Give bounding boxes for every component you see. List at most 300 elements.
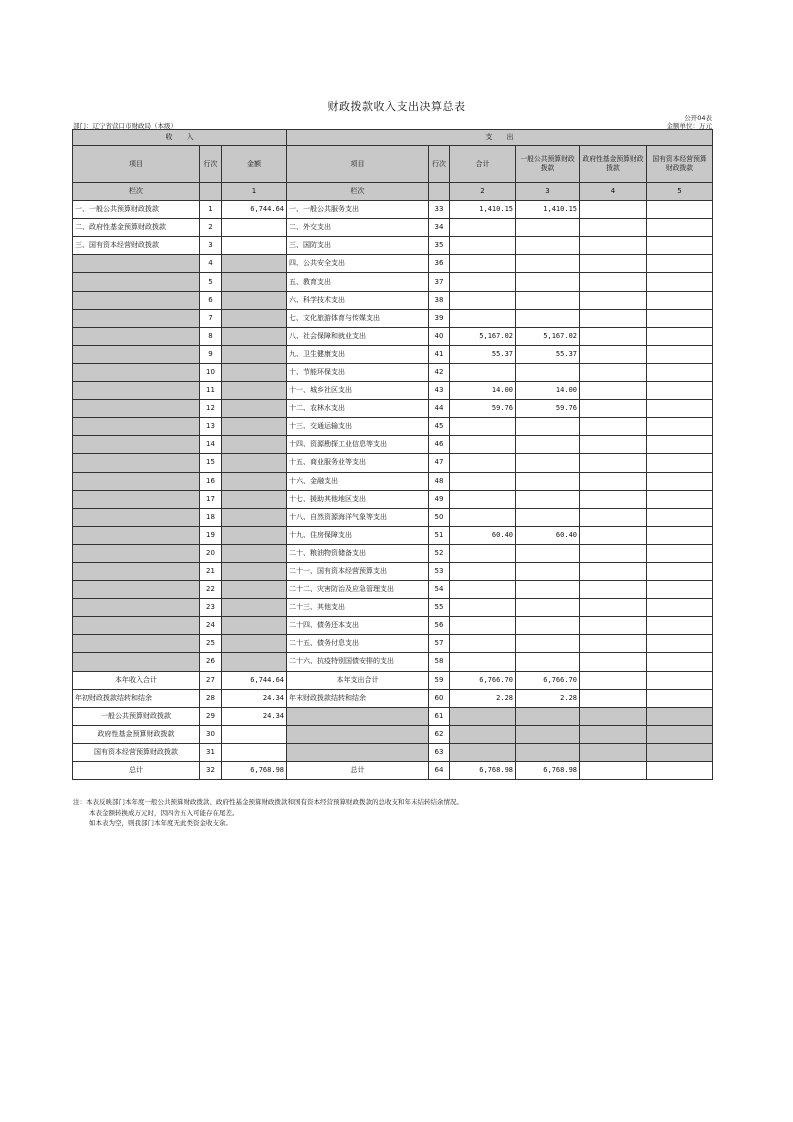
expense-total: 59.76 xyxy=(450,400,516,418)
exp-total: 6,766.70 xyxy=(450,671,516,689)
income-row-no: 25 xyxy=(200,635,222,653)
income-item xyxy=(73,327,200,345)
sub3-no: 31 xyxy=(200,743,222,761)
expense-fund xyxy=(580,327,647,345)
expense-state xyxy=(647,418,713,436)
table-row xyxy=(73,237,713,255)
income-amount xyxy=(222,581,287,599)
expense-fund xyxy=(580,581,647,599)
expense-state xyxy=(647,490,713,508)
expense-item: 二十四、债务还本支出 xyxy=(287,617,429,635)
expense-general xyxy=(516,581,580,599)
table-row xyxy=(73,508,713,526)
footnotes xyxy=(73,797,463,829)
income-amount xyxy=(222,436,287,454)
expense-item: 四、公共安全支出 xyxy=(287,255,429,273)
expense-state xyxy=(647,581,713,599)
expense-item: 二十二、灾害防治及应急管理支出 xyxy=(287,581,429,599)
income-row-no: 11 xyxy=(200,382,222,400)
table-row xyxy=(73,291,713,309)
expense-general xyxy=(516,273,580,291)
income-amount xyxy=(222,400,287,418)
table-row xyxy=(73,526,713,544)
income-amount xyxy=(222,255,287,273)
expense-state xyxy=(647,635,713,653)
expense-fund xyxy=(580,562,647,580)
expense-total xyxy=(450,581,516,599)
carry-in-label: 年初财政拨款结转和结余 xyxy=(73,689,200,707)
table-row xyxy=(73,617,713,635)
sub1-exp-no: 61 xyxy=(429,707,450,725)
header-fund: 政府性基金预算财政拨款 xyxy=(580,146,647,183)
expense-fund xyxy=(580,363,647,381)
header-state: 国有资本经营预算财政拨款 xyxy=(647,146,713,183)
sub1-no: 29 xyxy=(200,707,222,725)
expense-general xyxy=(516,436,580,454)
expense-fund xyxy=(580,273,647,291)
column-header-row xyxy=(73,146,713,183)
expense-row-no: 52 xyxy=(429,544,450,562)
sub2-blank-d xyxy=(647,725,713,743)
expense-fund xyxy=(580,201,647,219)
expense-state xyxy=(647,526,713,544)
sub2-blank-b xyxy=(516,725,580,743)
table-row xyxy=(73,436,713,454)
table-row xyxy=(73,327,713,345)
table-row xyxy=(73,382,713,400)
expense-general: 1,410.15 xyxy=(516,201,580,219)
index-blank xyxy=(200,183,222,201)
expense-state xyxy=(647,345,713,363)
income-amount xyxy=(222,526,287,544)
table-row xyxy=(73,562,713,580)
table-row xyxy=(73,544,713,562)
income-row-no: 10 xyxy=(200,363,222,381)
table-row xyxy=(73,490,713,508)
expense-item: 二十六、抗疫特别国债安排的支出 xyxy=(287,653,429,671)
expense-state xyxy=(647,291,713,309)
income-amount xyxy=(222,472,287,490)
income-item: 一、一般公共预算财政拨款 xyxy=(73,201,200,219)
grand-label: 总计 xyxy=(73,762,200,780)
income-section-header: 收 入 xyxy=(73,130,287,146)
expense-fund xyxy=(580,526,647,544)
income-amount xyxy=(222,327,287,345)
table-row xyxy=(73,363,713,381)
grand-amt: 6,768.98 xyxy=(222,762,287,780)
sub2-exp-no: 62 xyxy=(429,725,450,743)
income-row-no: 21 xyxy=(200,562,222,580)
expense-row-no: 39 xyxy=(429,309,450,327)
table-row xyxy=(73,309,713,327)
expense-total xyxy=(450,544,516,562)
expense-state xyxy=(647,237,713,255)
expense-fund xyxy=(580,345,647,363)
sub2-blank-c xyxy=(580,725,647,743)
expense-total xyxy=(450,237,516,255)
expense-general xyxy=(516,653,580,671)
summary-row xyxy=(73,689,713,707)
header-row-no: 行次 xyxy=(200,146,222,183)
income-row-no: 5 xyxy=(200,273,222,291)
income-item xyxy=(73,653,200,671)
income-row-no: 23 xyxy=(200,599,222,617)
income-amount xyxy=(222,273,287,291)
sub1-blank-a xyxy=(450,707,516,725)
table-row xyxy=(73,454,713,472)
income-amount xyxy=(222,345,287,363)
header-total: 合计 xyxy=(450,146,516,183)
income-item xyxy=(73,418,200,436)
expense-item: 六、科学技术支出 xyxy=(287,291,429,309)
income-item xyxy=(73,526,200,544)
expense-fund xyxy=(580,436,647,454)
expense-total xyxy=(450,219,516,237)
sub2-amt xyxy=(222,725,287,743)
income-row-no: 4 xyxy=(200,255,222,273)
carry-out-label: 年末财政拨款结转和结余 xyxy=(287,689,429,707)
expense-fund xyxy=(580,237,647,255)
summary-row xyxy=(73,762,713,780)
expense-item: 二十三、其他支出 xyxy=(287,599,429,617)
income-item xyxy=(73,508,200,526)
income-row-no: 16 xyxy=(200,472,222,490)
table-row xyxy=(73,345,713,363)
grand-fund xyxy=(580,762,647,780)
income-item xyxy=(73,472,200,490)
carry-out-fund xyxy=(580,689,647,707)
expense-item: 八、社会保障和就业支出 xyxy=(287,327,429,345)
expense-row-no: 42 xyxy=(429,363,450,381)
income-row-no: 26 xyxy=(200,653,222,671)
expense-state xyxy=(647,653,713,671)
table-row xyxy=(73,472,713,490)
income-item xyxy=(73,400,200,418)
expense-row-no: 45 xyxy=(429,418,450,436)
expense-item: 二、外交支出 xyxy=(287,219,429,237)
sub1-exp-blank xyxy=(287,707,429,725)
income-amount xyxy=(222,653,287,671)
expense-item: 七、文化旅游体育与传媒支出 xyxy=(287,309,429,327)
expense-state xyxy=(647,544,713,562)
header-exp-row-no: 行次 xyxy=(429,146,450,183)
expense-state xyxy=(647,219,713,237)
expense-general xyxy=(516,599,580,617)
expense-item: 三、国防支出 xyxy=(287,237,429,255)
expense-fund xyxy=(580,617,647,635)
sub2-blank-a xyxy=(450,725,516,743)
expense-state xyxy=(647,599,713,617)
income-amount xyxy=(222,544,287,562)
expense-fund xyxy=(580,418,647,436)
income-item xyxy=(73,436,200,454)
table-row xyxy=(73,418,713,436)
expense-fund xyxy=(580,653,647,671)
income-row-no: 2 xyxy=(200,219,222,237)
index-total: 2 xyxy=(450,183,516,201)
amount-unit-label: 金额单位：万元 xyxy=(666,122,712,130)
expense-item: 十、节能环保支出 xyxy=(287,363,429,381)
expense-row-no: 49 xyxy=(429,490,450,508)
exp-total-fund xyxy=(580,671,647,689)
expense-total: 1,410.15 xyxy=(450,201,516,219)
expense-general xyxy=(516,363,580,381)
income-row-no: 12 xyxy=(200,400,222,418)
income-row-no: 22 xyxy=(200,581,222,599)
expense-row-no: 57 xyxy=(429,635,450,653)
income-amount xyxy=(222,237,287,255)
expense-row-no: 55 xyxy=(429,599,450,617)
expense-state xyxy=(647,327,713,345)
expense-fund xyxy=(580,635,647,653)
income-item xyxy=(73,273,200,291)
sub3-blank-a xyxy=(450,743,516,761)
budget-table xyxy=(72,129,713,780)
income-amount xyxy=(222,617,287,635)
summary-row xyxy=(73,671,713,689)
expense-row-no: 41 xyxy=(429,345,450,363)
expense-fund xyxy=(580,309,647,327)
table-row xyxy=(73,653,713,671)
expense-total: 5,167.02 xyxy=(450,327,516,345)
expense-row-no: 56 xyxy=(429,617,450,635)
expense-state xyxy=(647,201,713,219)
budget-table-body xyxy=(73,130,713,780)
expense-row-no: 48 xyxy=(429,472,450,490)
expense-state xyxy=(647,436,713,454)
expense-total xyxy=(450,363,516,381)
expense-total xyxy=(450,472,516,490)
income-row-no: 1 xyxy=(200,201,222,219)
expense-item: 二十五、债务付息支出 xyxy=(287,635,429,653)
expense-fund xyxy=(580,454,647,472)
income-amount xyxy=(222,635,287,653)
footnote-1: 注：本表反映部门本年度一般公共预算财政拨款、政府性基金预算财政拨款和国有资本经营预算财政拨款的总收支和年末结转结余情况。 xyxy=(73,798,463,806)
expense-state xyxy=(647,382,713,400)
expense-item: 九、卫生健康支出 xyxy=(287,345,429,363)
expense-total: 14.00 xyxy=(450,382,516,400)
income-row-no: 8 xyxy=(200,327,222,345)
income-amount xyxy=(222,219,287,237)
form-number: 公开04表 xyxy=(684,114,712,122)
table-row xyxy=(73,255,713,273)
income-item xyxy=(73,635,200,653)
expense-total xyxy=(450,617,516,635)
expense-state xyxy=(647,363,713,381)
carry-out-general: 2.28 xyxy=(516,689,580,707)
table-row xyxy=(73,400,713,418)
expense-fund xyxy=(580,490,647,508)
income-amount xyxy=(222,599,287,617)
expense-state xyxy=(647,454,713,472)
table-row xyxy=(73,581,713,599)
income-row-no: 20 xyxy=(200,544,222,562)
expense-item: 十七、援助其他地区支出 xyxy=(287,490,429,508)
expense-fund xyxy=(580,544,647,562)
expense-fund xyxy=(580,599,647,617)
exp-total-label: 本年支出合计 xyxy=(287,671,429,689)
footnote-2: 本表金额转换成万元时，因四舍五入可能存在尾差。 xyxy=(89,808,239,817)
expense-row-no: 35 xyxy=(429,237,450,255)
expense-total xyxy=(450,635,516,653)
expense-total xyxy=(450,599,516,617)
income-item xyxy=(73,581,200,599)
table-row xyxy=(73,201,713,219)
grand-exp-no: 64 xyxy=(429,762,450,780)
expense-item: 二十、粮油物资储备支出 xyxy=(287,544,429,562)
income-item xyxy=(73,363,200,381)
summary-row xyxy=(73,707,713,725)
income-item: 三、国有资本经营财政拨款 xyxy=(73,237,200,255)
index-label: 栏次 xyxy=(73,183,200,201)
expense-state xyxy=(647,617,713,635)
expense-total xyxy=(450,653,516,671)
expense-row-no: 47 xyxy=(429,454,450,472)
table-row xyxy=(73,219,713,237)
expense-total xyxy=(450,273,516,291)
expense-fund xyxy=(580,255,647,273)
carry-out-total: 2.28 xyxy=(450,689,516,707)
expense-item: 二十一、国有资本经营预算支出 xyxy=(287,562,429,580)
expense-general xyxy=(516,454,580,472)
expense-row-no: 38 xyxy=(429,291,450,309)
sub3-blank-b xyxy=(516,743,580,761)
income-row-no: 15 xyxy=(200,454,222,472)
sub1-blank-d xyxy=(647,707,713,725)
expense-state xyxy=(647,273,713,291)
expense-total xyxy=(450,291,516,309)
income-row-no: 18 xyxy=(200,508,222,526)
table-row xyxy=(73,635,713,653)
expense-item: 十三、交通运输支出 xyxy=(287,418,429,436)
header-general: 一般公共预算财政拨款 xyxy=(516,146,580,183)
income-amount xyxy=(222,309,287,327)
expense-total xyxy=(450,454,516,472)
income-row-no: 19 xyxy=(200,526,222,544)
sub2-exp-blank xyxy=(287,725,429,743)
expense-row-no: 53 xyxy=(429,562,450,580)
sub1-amt: 24.34 xyxy=(222,707,287,725)
expense-general xyxy=(516,309,580,327)
sub3-label: 国有资本经营预算财政拨款 xyxy=(73,743,200,761)
expense-general: 5,167.02 xyxy=(516,327,580,345)
expense-state xyxy=(647,562,713,580)
expense-item: 十五、商业服务业等支出 xyxy=(287,454,429,472)
expense-general: 14.00 xyxy=(516,382,580,400)
income-amount xyxy=(222,508,287,526)
table-row xyxy=(73,599,713,617)
inc-total-no: 27 xyxy=(200,671,222,689)
sub2-no: 30 xyxy=(200,725,222,743)
expense-general xyxy=(516,562,580,580)
expense-state xyxy=(647,255,713,273)
sub1-blank-b xyxy=(516,707,580,725)
income-amount xyxy=(222,291,287,309)
index-amount: 1 xyxy=(222,183,287,201)
expense-item: 十二、农林水支出 xyxy=(287,400,429,418)
expense-total xyxy=(450,255,516,273)
expense-row-no: 50 xyxy=(429,508,450,526)
header-exp-item: 项目 xyxy=(287,146,429,183)
exp-total-general: 6,766.70 xyxy=(516,671,580,689)
sub3-exp-blank xyxy=(287,743,429,761)
sub3-exp-no: 63 xyxy=(429,743,450,761)
carry-in-no: 28 xyxy=(200,689,222,707)
carry-out-state xyxy=(647,689,713,707)
carry-out-no: 60 xyxy=(429,689,450,707)
expense-item: 十九、住房保障支出 xyxy=(287,526,429,544)
expense-fund xyxy=(580,508,647,526)
expense-state xyxy=(647,472,713,490)
expense-total xyxy=(450,508,516,526)
expense-row-no: 51 xyxy=(429,526,450,544)
expense-general xyxy=(516,544,580,562)
expense-row-no: 33 xyxy=(429,201,450,219)
income-amount: 6,744.64 xyxy=(222,201,287,219)
header-item: 项目 xyxy=(73,146,200,183)
expense-general xyxy=(516,617,580,635)
column-index-row xyxy=(73,183,713,201)
expense-total: 55.37 xyxy=(450,345,516,363)
grand-general: 6,768.98 xyxy=(516,762,580,780)
expense-general xyxy=(516,255,580,273)
expense-item: 一、一般公共服务支出 xyxy=(287,201,429,219)
income-row-no: 3 xyxy=(200,237,222,255)
expense-general xyxy=(516,291,580,309)
expense-total xyxy=(450,436,516,454)
expense-fund xyxy=(580,219,647,237)
expense-item: 十六、金融支出 xyxy=(287,472,429,490)
income-item xyxy=(73,562,200,580)
grand-no: 32 xyxy=(200,762,222,780)
expense-fund xyxy=(580,472,647,490)
expense-total xyxy=(450,562,516,580)
expense-general xyxy=(516,508,580,526)
expense-item: 十八、自然资源海洋气象等支出 xyxy=(287,508,429,526)
expense-row-no: 43 xyxy=(429,382,450,400)
expense-fund xyxy=(580,400,647,418)
exp-total-state xyxy=(647,671,713,689)
page-title: 财政拨款收入支出决算总表 xyxy=(327,100,466,113)
expense-general xyxy=(516,490,580,508)
income-amount xyxy=(222,382,287,400)
income-item xyxy=(73,255,200,273)
income-item xyxy=(73,599,200,617)
expense-item: 十四、资源勘探工业信息等支出 xyxy=(287,436,429,454)
income-row-no: 17 xyxy=(200,490,222,508)
expense-state xyxy=(647,400,713,418)
expense-section-header: 支 出 xyxy=(287,130,713,146)
expense-general xyxy=(516,472,580,490)
expense-state xyxy=(647,309,713,327)
income-amount xyxy=(222,363,287,381)
expense-row-no: 54 xyxy=(429,581,450,599)
income-item xyxy=(73,382,200,400)
grand-exp-label: 总计 xyxy=(287,762,429,780)
expense-general xyxy=(516,635,580,653)
income-row-no: 24 xyxy=(200,617,222,635)
department-label: 部门：辽宁省营口市财政局（本级） xyxy=(73,122,177,130)
income-row-no: 14 xyxy=(200,436,222,454)
grand-state xyxy=(647,762,713,780)
index-state: 5 xyxy=(647,183,713,201)
expense-total: 60.40 xyxy=(450,526,516,544)
expense-state xyxy=(647,508,713,526)
income-amount xyxy=(222,418,287,436)
expense-row-no: 36 xyxy=(429,255,450,273)
inc-total-label: 本年收入合计 xyxy=(73,671,200,689)
income-item xyxy=(73,454,200,472)
